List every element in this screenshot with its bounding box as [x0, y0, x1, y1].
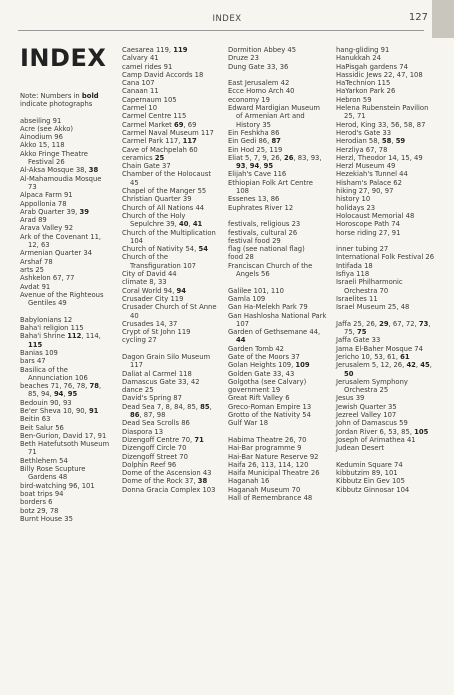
index-column-3 [228, 46, 328, 502]
index-entry: inner tubing 27 [336, 245, 389, 254]
index-column-4 [336, 46, 436, 494]
index-entry: Hai-Bar Nature Reserve 92 [228, 452, 319, 461]
index-entry: Great Rift Valley 6 [228, 394, 290, 403]
index-entry: Herod, King 33, 56, 58, 87 [336, 120, 426, 129]
index-entry: Alpaca Farm 91 [20, 191, 73, 200]
index-entry: Jewish Quarter 35 [336, 402, 397, 411]
index-entry: ceramics 25 [122, 153, 165, 162]
letter-gap [228, 428, 328, 436]
index-entry: festival food 29 [228, 236, 281, 245]
index-entry: borders 6 [20, 498, 53, 507]
index-entry: Grotto of the Nativity 54 [228, 411, 311, 420]
index-entry: Elijah's Cave 116 [228, 170, 287, 179]
index-entry: dance 25 [122, 386, 154, 395]
index-entry: Hezekiah's Tunnel 44 [336, 170, 408, 179]
index-entry: Dome of the Rock 37, 38 [122, 477, 208, 486]
index-entry: City of David 44 [122, 270, 177, 279]
letter-gap [228, 71, 328, 79]
index-entry: Al-Mahamoudia Mosque 73 [20, 174, 102, 191]
index-entry: Arad 89 [20, 216, 47, 225]
index-entry: Ashkelon 67, 77 [20, 274, 75, 283]
index-entry: Caesarea 119, 119 [122, 46, 188, 54]
index-entry: Haganah Museum 70 [228, 485, 301, 494]
index-entry: Church of Nativity 54, 54 [122, 245, 208, 254]
index-entry: Kedumin Square 74 [336, 460, 403, 469]
index-entry: Euphrates River 12 [228, 203, 294, 212]
index-entry: flag (see national flag) [228, 245, 305, 254]
index-entry: boat trips 94 [20, 489, 64, 498]
index-entry: Ein Feshkha 86 [228, 128, 280, 137]
index-entry: Church of the Multiplication 104 [122, 228, 216, 245]
index-entry: holidays 23 [336, 203, 376, 212]
index-entry: Avenue of the Righteous Gentiles 49 [20, 290, 104, 308]
index-entry: Daliat al Carmel 118 [122, 369, 192, 378]
page-number: 127 [408, 12, 428, 23]
index-entry: Galilee 101, 110 [228, 286, 284, 295]
index-entry: Golan Heights 109, 109 [228, 361, 310, 370]
index-entry: Dolphin Reef 96 [122, 460, 177, 469]
index-entry: Baha'i Shrine 112, 114, 115 [20, 332, 101, 349]
index-entry: Gamla 109 [228, 294, 266, 303]
index-entry: Jerusalem 5, 12, 26, 42, 45, 50 [336, 361, 432, 378]
index-entry: Baha'i religion 115 [20, 324, 84, 333]
index-entry: Arshaf 78 [20, 257, 53, 266]
index-entry: Herod's Gate 33 [336, 128, 392, 137]
index-entry: Dome of the Ascension 43 [122, 469, 212, 478]
index-entry: Isfiya 118 [336, 270, 370, 279]
index-entry: Essenes 13, 86 [228, 195, 280, 204]
letter-gap [336, 237, 436, 245]
index-entry: Eliat 5, 7, 9, 26, 26, 83, 93, 93, 94, 95 [228, 153, 322, 171]
index-entry: Dizengoff Street 70 [122, 452, 188, 461]
index-entry: Chapel of the Manger 55 [122, 187, 207, 196]
index-entry: Burnt House 35 [20, 514, 73, 523]
page-edge-tab [432, 0, 454, 38]
index-entry: Beth Hatefutsoth Museum 71 [20, 440, 110, 457]
index-entry: botz 29, 78 [20, 506, 59, 515]
index-entry: Garden Tomb 42 [228, 344, 284, 353]
index-entry: history 10 [336, 195, 371, 204]
index-entry: Kibbutz Ein Gev 105 [336, 477, 405, 486]
index-entry: Dead Sea 7, 8, 84, 85, 85, 86, 87, 98 [122, 402, 212, 420]
index-column-2 [122, 46, 218, 494]
index-entry: International Folk Festival 26 [336, 253, 435, 262]
index-entry: Hai-Bar programme 9 [228, 444, 302, 453]
index-entry: Hanukkah 24 [336, 54, 381, 63]
index-entry: Carmel 10 [122, 104, 158, 113]
index-entry: Church of All Nations 44 [122, 203, 205, 212]
index-entry: Arab Quarter 39, 39 [20, 207, 89, 216]
index-entry: Herodian 58, 58, 59 [336, 137, 406, 146]
index-entry: Jezreel Valley 107 [336, 411, 397, 420]
index-entry: Canaan 11 [122, 87, 159, 96]
index-entry: Chamber of the Holocaust 45 [122, 170, 212, 187]
index-entry: Habima Theatre 26, 70 [228, 435, 307, 444]
index-entry: Kibbutz Ginnosar 104 [336, 485, 410, 494]
index-entry: John of Damascus 59 [336, 419, 408, 428]
index-entry: Hassidic Jews 22, 47, 108 [336, 70, 423, 79]
index-entry: Carmel Centre 115 [122, 112, 187, 121]
index-entry: Dizengoff Centre 70, 71 [122, 435, 204, 444]
index-entry: Ainodium 96 [20, 133, 63, 142]
index-entry: Dung Gate 33, 36 [228, 62, 289, 71]
index-entry: bars 47 [20, 357, 46, 366]
index-entry: Babylonians 12 [20, 315, 73, 324]
index-entry: Carmel Market 69, 69 [122, 120, 197, 129]
index-entry: Greco-Roman Empire 13 [228, 402, 312, 411]
index-entry: Jama El-Baher Mosque 74 [336, 344, 423, 353]
index-entry: Haifa 26, 113, 114, 120 [228, 460, 309, 469]
index-note: Note: Numbers in bold indicate photographs [20, 92, 99, 109]
index-entry: Dead Sea Scrolls 86 [122, 419, 190, 428]
index-entry: horse riding 27, 91 [336, 228, 401, 237]
index-entry: Arava Valley 92 [20, 224, 74, 233]
letter-gap [20, 307, 112, 315]
index-entry: Dormition Abbey 45 [228, 46, 297, 54]
index-entry: Chain Gate 37 [122, 162, 171, 171]
index-entry: Helena Rubenstein Pavilion 25, 71 [336, 104, 429, 121]
index-entry: Basilica of the Annunciation 106 [20, 365, 88, 382]
index-entry: Israelites 11 [336, 294, 378, 303]
index-entry: Camp David Accords 18 [122, 70, 204, 79]
index-entry: Al-Aksa Mosque 38, 38 [20, 166, 99, 175]
index-entry: Calvary 41 [122, 54, 159, 63]
index-entry: government 19 [228, 386, 281, 395]
index-entry: Bedouin 90, 93 [20, 398, 72, 407]
index-entry: camel rides 91 [122, 62, 173, 71]
index-entry: Cave of Machpelah 60 [122, 145, 198, 154]
index-entry: Church of the Transfiguration 107 [122, 253, 196, 270]
index-entry: Judean Desert [336, 444, 385, 453]
index-entry: Christian Quarter 39 [122, 195, 192, 204]
index-entry: Ark of the Covenant 11, 12, 63 [20, 232, 102, 250]
index-entry: Herzl, Theodor 14, 15, 49 [336, 153, 423, 162]
index-entry: Acre (see Akko) [20, 124, 74, 133]
index-entry: Be'er Sheva 10, 90, 91 [20, 406, 99, 415]
index-entry: Intifada 18 [336, 261, 373, 270]
index-entry: Holocaust Memorial 48 [336, 211, 415, 220]
index-entry: Armenian Quarter 34 [20, 249, 93, 258]
letter-gap [122, 345, 218, 353]
index-entry: Hebron 59 [336, 95, 372, 104]
index-column-1 [20, 46, 112, 523]
index-entry: food 28 [228, 253, 254, 262]
index-entry: Gan Ha-Melekh Park 79 [228, 303, 308, 312]
index-entry: beaches 71, 76, 78, 78, 85, 94, 94, 95 [20, 382, 102, 399]
index-entry: Ben-Gurion, David 17, 91 [20, 431, 107, 440]
index-entry: Cana 107 [122, 79, 155, 88]
index-entry: Jaffa 25, 26, 29, 67, 72, 73, 75, 75 [336, 319, 431, 337]
index-entry: Horoscope Path 74 [336, 220, 400, 229]
index-entry: Dagon Grain Silo Museum 117 [122, 352, 211, 370]
index-entry: HaYarkon Park 26 [336, 87, 396, 96]
column-entries [20, 117, 112, 524]
index-entry: HaTechnion 115 [336, 79, 391, 88]
header-rule [18, 30, 424, 31]
index-entry: cycling 27 [122, 336, 157, 345]
index-entry: festivals, cultural 26 [228, 228, 298, 237]
index-entry: hiking 27, 90, 97 [336, 187, 394, 196]
index-entry: Jericho 10, 53, 61, 61 [336, 352, 410, 361]
index-entry: Golden Gate 33, 43 [228, 369, 295, 378]
index-entry: Dizengoff Circle 70 [122, 444, 187, 453]
index-entry: Donna Gracia Complex 103 [122, 485, 216, 494]
letter-gap [336, 453, 436, 461]
index-entry: Herzl Museum 49 [336, 162, 396, 171]
index-entry: Banias 109 [20, 348, 58, 357]
index-entry: Appollonia 78 [20, 199, 67, 208]
index-entry: Edward Mardigian Museum of Armenian Art and History 35 [228, 104, 321, 129]
index-entry: Herzliya 67, 78 [336, 145, 388, 154]
letter-gap [228, 278, 328, 286]
index-entry: Capernaum 105 [122, 95, 177, 104]
index-entry: Jerusalem Symphony Orchestra 25 [336, 377, 408, 395]
index-entry: HaPisgah gardens 74 [336, 62, 408, 71]
index-entry: Crusades 14, 37 [122, 319, 178, 328]
letter-gap [228, 212, 328, 220]
running-header-title: INDEX [212, 14, 242, 24]
index-entry: arts 25 [20, 265, 44, 274]
index-entry: Ecce Homo Arch 40 [228, 87, 295, 96]
index-entry: Gan Hashlosha National Park 107 [228, 311, 327, 328]
index-entry: Haganah 16 [228, 477, 270, 486]
index-entry: Bethlehem 54 [20, 456, 68, 465]
index-entry: Hisham's Palace 62 [336, 178, 402, 187]
index-entry: David's Spring 87 [122, 394, 182, 403]
index-entry: Carmel Park 117, 117 [122, 137, 197, 146]
letter-gap [336, 312, 436, 320]
index-entry: Gate of the Moors 37 [228, 352, 300, 361]
index-entry: abseiling 91 [20, 116, 62, 125]
index-entry: East Jerusalem 42 [228, 79, 290, 88]
index-entry: Israel Museum 25, 48 [336, 303, 410, 312]
index-entry: Damascus Gate 33, 42 [122, 377, 200, 386]
index-entry: festivals, religious 23 [228, 220, 301, 229]
index-entry: Golgotha (see Calvary) [228, 377, 307, 386]
index-entry: Garden of Gethsemane 44, 44 [228, 328, 321, 345]
index-entry: Billy Rose Scupture Gardens 48 [20, 465, 86, 482]
index-entry: Hall of Remembrance 48 [228, 494, 313, 503]
index-entry: Coral World 94, 94 [122, 286, 186, 295]
index-entry: Jesus 39 [336, 394, 365, 403]
index-entry: Avdat 91 [20, 282, 51, 291]
index-entry: Diaspora 13 [122, 427, 164, 436]
index-entry: Beit Salur 56 [20, 423, 64, 432]
index-entry: Joseph of Arimathea 41 [336, 435, 416, 444]
index-entry: Ein Gedi 86, 87 [228, 137, 281, 146]
index-entry: Ein Hod 25, 119 [228, 145, 283, 154]
index-entry: climate 8, 33 [122, 278, 167, 287]
index-entry: Israeli Philharmonic Orchestra 70 [336, 278, 403, 295]
index-entry: Franciscan Church of the Angels 56 [228, 261, 313, 279]
index-entry: economy 19 [228, 95, 270, 104]
page-header [0, 0, 454, 30]
index-entry: Beitin 63 [20, 415, 51, 424]
index-entry: Crusader City 119 [122, 294, 184, 303]
index-entry: Jaffa Gate 33 [336, 336, 381, 345]
index-entry: Crypt of St John 119 [122, 328, 191, 337]
index-entry: kibbutzim 89, 101 [336, 469, 398, 478]
index-entry: Druze 23 [228, 54, 259, 63]
index-entry: Gulf War 18 [228, 419, 269, 428]
index-entry: Carmel Naval Museum 117 [122, 128, 214, 137]
index-entry: Akko 15, 118 [20, 141, 65, 150]
index-entry: Crusader Church of St Anne 40 [122, 303, 217, 320]
index-entry: Church of the Holy Sepulchre 39, 40, 41 [122, 211, 203, 229]
index-entry: hang-gliding 91 [336, 46, 390, 54]
index-entry: Haifa Municipal Theatre 26 [228, 469, 320, 478]
index-title: INDEX [20, 44, 107, 72]
index-entry: bird-watching 96, 101 [20, 481, 95, 490]
index-entry: Jordan River 6, 53, 85, 105 [336, 427, 429, 436]
index-entry: Ethiopian Folk Art Centre 108 [228, 178, 313, 196]
index-entry: Akko Fringe Theatre Festival 26 [20, 149, 88, 167]
